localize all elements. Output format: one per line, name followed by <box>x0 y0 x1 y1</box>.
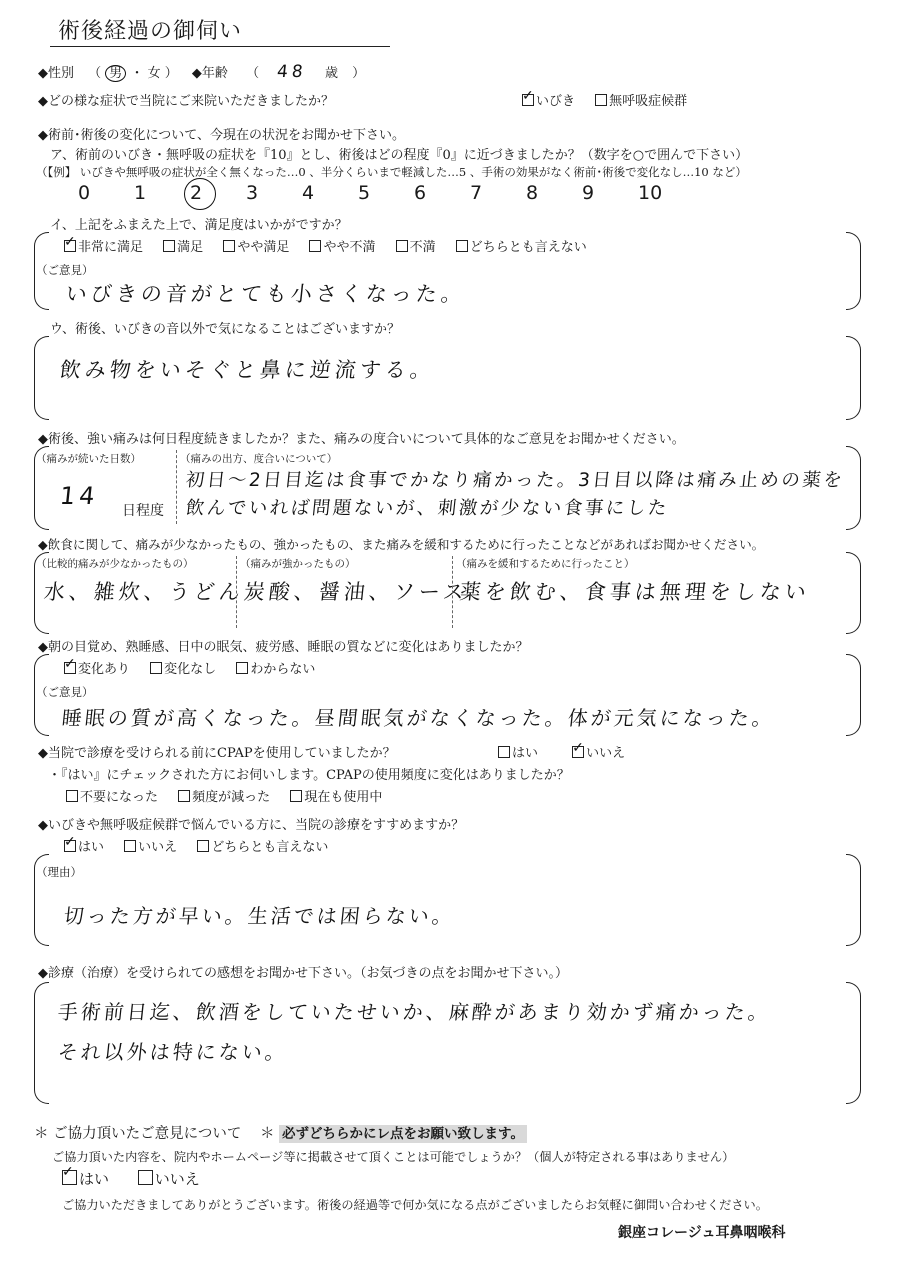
footer-consent-options: ✓はい いいえ <box>62 1168 216 1189</box>
food-relief-label: （痛みを緩和するために行ったこと） <box>456 558 635 570</box>
score-9[interactable]: 9 <box>582 182 595 204</box>
symptom-options: ✓ いびき 無呼吸症候群 <box>522 90 703 109</box>
recommend-answer[interactable]: 切った方が早い。生活では困らない。 <box>62 904 457 928</box>
cpap-unneeded-checkbox[interactable] <box>66 790 78 802</box>
symptom-apnea-checkbox[interactable] <box>595 94 607 106</box>
food-strong-label: （痛みが強かったもの） <box>240 558 356 570</box>
score-8[interactable]: 8 <box>526 182 539 204</box>
pain-detail-label: （痛みの出方、度合いについて） <box>180 453 338 465</box>
score-5[interactable]: 5 <box>358 182 371 204</box>
recommend-question: ◆いびきや無呼吸症候群で悩んでいる方に、当院の診療をすすめますか？ <box>38 818 465 833</box>
satisfaction-very-checkbox[interactable] <box>64 240 76 252</box>
cpap-no-checkbox[interactable] <box>572 746 584 758</box>
satisfaction-question: イ、上記をふまえた上で、満足度はいかがですか？ <box>50 218 348 233</box>
satisfaction-neither-checkbox[interactable] <box>456 240 468 252</box>
sleep-options: ✓変化あり 変化なし わからない <box>64 658 331 677</box>
recommend-reason-label: （理由） <box>36 865 82 879</box>
sleep-unknown-checkbox[interactable] <box>236 662 248 674</box>
impression-line1[interactable]: 手術前日迄、飲酒をしていたせいか、麻酔があまり効かず痛かった。 <box>56 1000 773 1024</box>
age-value[interactable]: 48 <box>276 62 308 82</box>
sleep-answer[interactable]: 睡眠の質が高くなった。昼間眠気がなくなった。体が元気になった。 <box>60 706 777 730</box>
pain-days-unit: 日程度 <box>122 503 164 519</box>
score-2[interactable]: 2 <box>190 182 203 204</box>
sleep-question: ◆朝の目覚め、熟睡感、日中の眠気、疲労感、睡眠の質などに変化はありましたか？ <box>38 640 529 655</box>
recommend-no-checkbox[interactable] <box>124 840 136 852</box>
pain-detail-line2[interactable]: 飲んでいれば問題ないが、刺激が少ない食事にした <box>184 498 670 519</box>
cpap-still-checkbox[interactable] <box>290 790 302 802</box>
clinic-name: 銀座コレージュ耳鼻咽喉科 <box>618 1225 786 1241</box>
cpap-sub-question: ・『はい』にチェックされた方にお伺いします。CPAPの使用頻度に変化はありましたか？ <box>48 768 570 783</box>
satisfaction-answer[interactable]: いびきの音がとても小さくなった。 <box>64 282 468 306</box>
footer-thanks: ご協力いただきましてありがとうございます。術後の経過等で何か気になる点がございましたらお気軽に御問い合わせください。 <box>62 1198 768 1212</box>
cpap-reduced-checkbox[interactable] <box>178 790 190 802</box>
recommend-options: ✓はい いいえ どちらとも言えない <box>64 836 344 855</box>
gender-male[interactable]: 男 <box>105 65 126 82</box>
score-6[interactable]: 6 <box>414 182 427 204</box>
change-example: （【例】 いびきや無呼吸の症状が全く無くなった…0 、半分くらいまで軽減した…5 、手術の効果がなく術前･術後で変化なし…10 など） <box>36 165 747 179</box>
satisfaction-dis-checkbox[interactable] <box>396 240 408 252</box>
consent-yes-checkbox[interactable] <box>62 1170 77 1185</box>
title-underline <box>50 46 390 47</box>
cpap-question: ◆当院で診療を受けられる前にCPAPを使用していましたか？ <box>38 746 396 761</box>
pain-days-value[interactable]: 14 <box>58 482 101 510</box>
other-answer[interactable]: 飲み物をいそぐと鼻に逆流する。 <box>58 358 437 382</box>
food-less-label: （比較的痛みが少なかったもの） <box>36 558 194 570</box>
age-label: ◆年齢 <box>191 66 228 81</box>
cpap-yes-checkbox[interactable] <box>498 746 510 758</box>
recommend-neither-checkbox[interactable] <box>197 840 209 852</box>
footer-note: ＊ ご協力頂いたご意見について ＊ 必ずどちらかにレ点をお願い致します。 <box>34 1122 527 1143</box>
impression-question: ◆診療（治療）を受けられての感想をお聞かせ下さい。（お気づきの点をお聞かせ下さい。） <box>38 966 568 981</box>
gender-female[interactable]: 女 <box>147 66 161 81</box>
score-numbers <box>78 182 694 204</box>
impression-line2[interactable]: それ以外は特にない。 <box>56 1040 290 1064</box>
pain-detail-line1[interactable]: 初日～2日目迄は食事でかなり痛かった。3日目以降は痛み止めの薬を <box>184 470 846 491</box>
food-question: ◆飲食に関して、痛みが少なかったもの、強かったもの、また痛みを緩和するために行ったことなどがあればお聞かせください。 <box>38 537 765 552</box>
food-strong-answer[interactable]: 炭酸、醤油、ソース <box>242 580 470 604</box>
cpap-options: はい ✓ いいえ <box>498 742 641 761</box>
footer-required-note: 必ずどちらかにレ点をお願い致します。 <box>279 1125 527 1143</box>
symptom-snoring-checkbox[interactable] <box>522 94 534 106</box>
pain-question: ◆術後、強い痛みは何日程度続きましたか？また、痛みの度合いについて具体的なご意見をお聞かせください。 <box>38 432 685 447</box>
food-relief-answer[interactable]: 薬を飲む、食事は無理をしない <box>458 580 812 604</box>
food-less-answer[interactable]: 水、雑炊、うどん <box>42 580 246 604</box>
score-7[interactable]: 7 <box>470 182 483 204</box>
score-10[interactable]: 10 <box>638 182 663 204</box>
score-4[interactable]: 4 <box>302 182 315 204</box>
satisfaction-satisfied-checkbox[interactable] <box>163 240 175 252</box>
score-3[interactable]: 3 <box>246 182 259 204</box>
sleep-changed-checkbox[interactable] <box>64 662 76 674</box>
satisfaction-somewhat-dis-checkbox[interactable] <box>309 240 321 252</box>
change-question: ◆術前･術後の変化について、今現在の状況をお聞かせ下さい。 <box>38 128 405 143</box>
age-unit: 歳 <box>325 66 339 81</box>
cpap-sub-options: 不要になった 頻度が減った 現在も使用中 <box>66 786 398 805</box>
score-1[interactable]: 1 <box>134 182 147 204</box>
footer-question: ご協力頂いた内容を、院内やホームページ等に掲載させて頂くことは可能でしょうか？（個人が特定される事はありません） <box>52 1150 735 1164</box>
other-question: ウ、術後、いびきの音以外で気になることはございますか？ <box>50 322 400 337</box>
satisfaction-options: ✓非常に満足 満足 やや満足 やや不満 不満 どちらとも言えない <box>64 236 603 255</box>
score-0[interactable]: 0 <box>78 182 91 204</box>
symptom-question: ◆どの様な症状で当院にご来院いただきましたか？ <box>38 94 334 109</box>
page-title: 術後経過の御伺い <box>58 19 243 44</box>
recommend-yes-checkbox[interactable] <box>64 840 76 852</box>
satisfaction-somewhat-checkbox[interactable] <box>223 240 235 252</box>
gender-row: ◆性別 （ 男 ・ 女 ） ◆年齢 （ 48 歳 ） <box>38 62 366 82</box>
pain-days-label: （痛みが続いた日数） <box>36 453 141 465</box>
score-selected-circle <box>184 178 216 210</box>
sleep-opinion-label: （ご意見） <box>36 685 94 699</box>
consent-no-checkbox[interactable] <box>138 1170 153 1185</box>
sleep-nochange-checkbox[interactable] <box>150 662 162 674</box>
change-a-text: ア、術前のいびき・無呼吸の症状を『10』とし、術後はどの程度『0』に近づきましたか？（数字を○で囲んで下さい） <box>50 148 749 163</box>
gender-label: ◆性別 <box>38 66 74 81</box>
satisfaction-opinion-label: （ご意見） <box>36 263 94 277</box>
